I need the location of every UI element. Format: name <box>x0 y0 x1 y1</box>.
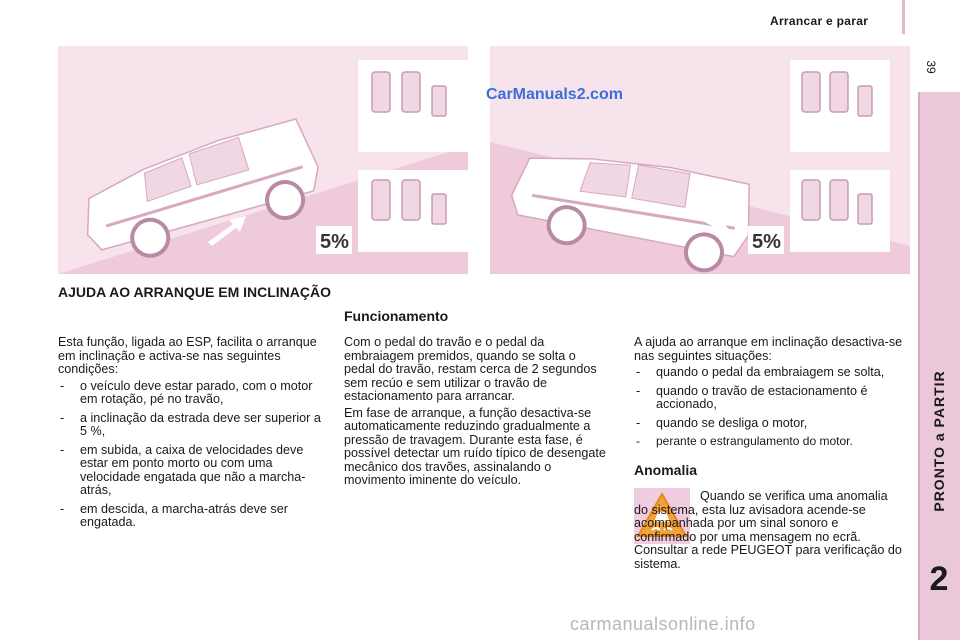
anomaly-text: Quando se verifica uma anomalia do sistema, esta luz avisadora acende-se acompanhada por um sinal sonoro e confirmado por uma mensagem no ecrã. Consultar a rede PEUGEOT para verificação do sistema. <box>634 489 902 571</box>
chapter-number: 2 <box>929 560 949 598</box>
illustration-downhill <box>490 46 910 274</box>
illustration-uphill <box>58 46 468 274</box>
list-item: - perante o estrangulamento do motor. <box>634 435 906 449</box>
operation-paragraph-1: Com o pedal do travão e o pedal da embraiagem premidos, quando se solta o pedal do travão, restam cerca de 2 segundos sem recúo e sem utilizar o travão de estacionamento para arrancar. <box>344 335 597 403</box>
list-item: - quando o travão de estacionamento é accionado, <box>634 385 906 412</box>
grade-badge-right: 5% <box>752 231 781 253</box>
watermark-carmanuals: CarManuals2.com <box>486 86 623 103</box>
list-item: - quando o pedal da embraiagem se solta, <box>634 366 906 380</box>
heading-anomalia: Anomalia <box>634 462 698 478</box>
operation-paragraph-2: Em fase de arranque, a função desactiva-se automaticamente reduzindo gradualmente a pressão de travagem. Durante esta fase, é possível detectar um ruído típico de desengate mecânico dos travões, assinalando o movimento iminente do veículo. <box>344 405 606 487</box>
deactivation-list <box>634 366 906 449</box>
column-operation <box>344 336 610 491</box>
column-deactivation <box>634 336 906 454</box>
list-item: - o veículo deve estar parado, com o motor em rotação, pé no travão, <box>58 380 328 407</box>
list-item: - em subida, a caixa de velocidades deve estar em ponto morto ou com uma velocidade engatada que não a marcha-atrás, <box>58 444 328 498</box>
section-title <box>918 326 960 556</box>
section-title-text: PRONTO a PARTIR <box>931 370 947 512</box>
conditions-list <box>58 380 328 530</box>
grade-badge-left: 5% <box>320 231 349 253</box>
deactivation-intro: A ajuda ao arranque em inclinação desactiva-se nas seguintes situações: <box>634 335 903 363</box>
header-divider <box>902 0 905 34</box>
footer-watermark: carmanualsonline.info <box>570 614 756 634</box>
conditions-intro: Esta função, ligada ao ESP, facilita o arranque em inclinação e activa-se nas seguintes condições: <box>58 335 317 376</box>
list-item: - a inclinação da estrada deve ser superior a 5 %, <box>58 412 328 439</box>
list-item: - quando se desliga o motor, <box>634 417 906 431</box>
page-number: 39 <box>924 60 938 74</box>
section-heading: AJUDA AO ARRANQUE EM INCLINAÇÃO <box>58 284 331 300</box>
heading-funcionamento: Funcionamento <box>344 308 449 324</box>
page-header-title: Arrancar e parar <box>770 14 869 28</box>
column-conditions <box>58 336 328 535</box>
list-item: - em descida, a marcha-atrás deve ser engatada. <box>58 503 328 530</box>
